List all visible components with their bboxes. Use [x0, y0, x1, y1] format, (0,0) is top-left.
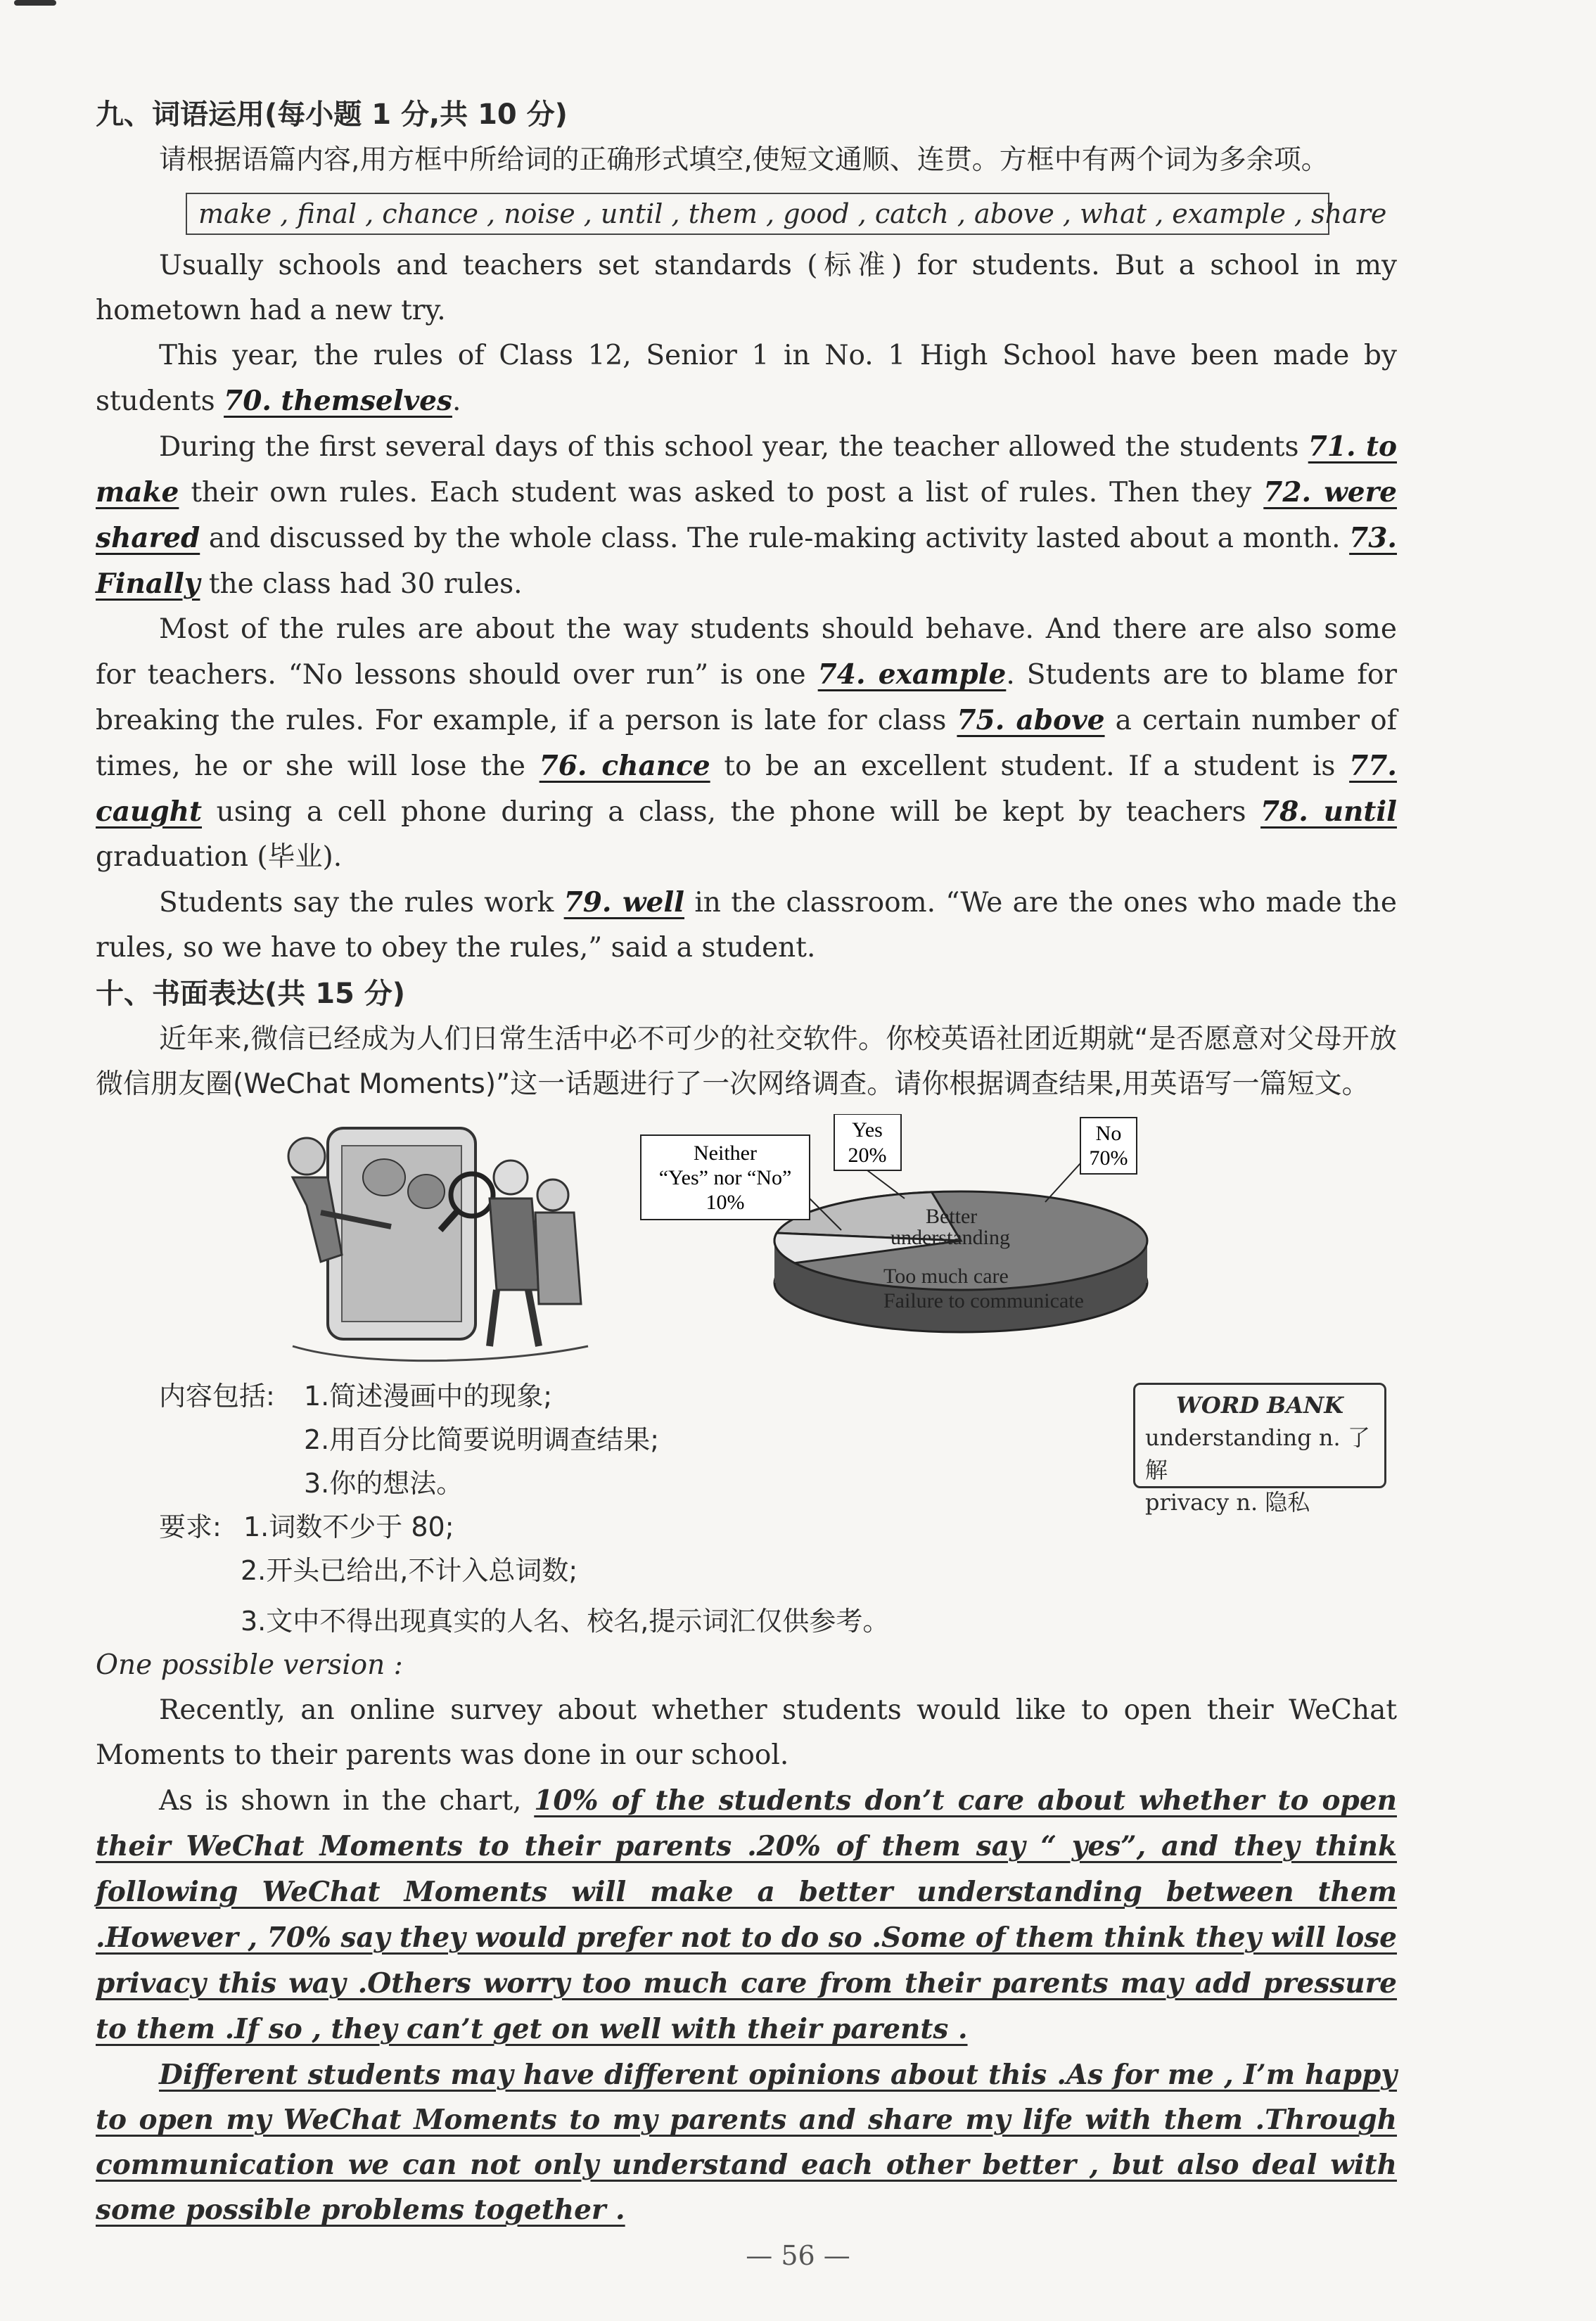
writing-prompt: 近年来,微信已经成为人们日常生活中必不可少的社交软件。你校英语社团近期就“是否愿意对父母开放微信朋友圈(WeChat Moments)”这一话题进行了一次网络调查。请你根据调查结果,用英语写一篇短文。 — [96, 1023, 1397, 1100]
passage-text: and discussed by the whole class. The rule-making activity lasted about a month. — [208, 523, 1341, 554]
answer-74: 74. example — [817, 658, 1007, 691]
passage-paragraph-2: This year, the rules of Class 12, Senior 1 in No. 1 High School have been made by students 70. themselves. — [96, 340, 1397, 417]
figure-row — [96, 1114, 1397, 1374]
pie-label-better: Better — [926, 1205, 978, 1228]
essay-paragraph-3: Different students may have different opinions about this .As for me , I’m happy to open my WeChat Moments to my parents and share my life with them .Through communication we can not only understand each other better , but also deal with some possible problems together . — [96, 2059, 1397, 2226]
pie-label-too-much-care: Too much care — [883, 1265, 1009, 1288]
callout-yes-value: 20% — [848, 1144, 887, 1167]
answer-77: 77. caught — [96, 750, 1397, 828]
passage-text: to be an excellent student. If a student is — [724, 750, 1336, 782]
content-item-1: 1.简述漫画中的现象; — [304, 1381, 553, 1412]
essay-answer-body: 10% of the students don’t care about whether to open their WeChat Moments to their parents .20% of them say “ yes”, and they think following WeChat Moments will make a better understanding between them .However , 70% say they would prefer not to do so .Some of them think they will lose privacy this way .Others worry too much care from their parents may add pressure to them .If so , they can’t get on well with their parents . — [96, 1784, 1397, 2045]
passage-text: This year, the rules of Class 12, Senior 1 in No. 1 High School have been made by students — [96, 340, 1397, 417]
requirement-item-3: 3.文中不得出现真实的人名、校名,提示词汇仅供参考。 — [241, 1606, 890, 1637]
pie-label-failure: Failure to communicate — [883, 1289, 1084, 1312]
answer-78: 78. until — [1260, 795, 1397, 828]
content-item-2: 2.用百分比简要说明调查结果; — [304, 1424, 660, 1455]
answer-70: 70. themselves — [224, 385, 452, 417]
passage-text: using a cell phone during a class, the phone will be kept by teachers — [216, 796, 1246, 828]
word-box: make , final , chance , noise , until , them , good , catch , above , what , example , share — [186, 193, 1329, 235]
callout-neither-value: 10% — [706, 1191, 745, 1214]
content-label: 内容包括: — [159, 1381, 275, 1412]
passage-paragraph-1: Usually schools and teachers set standards (标准) for students. But a school in my hometown had a new try. — [96, 250, 1397, 326]
section-9-heading: 九、词语运用(每小题 1 分,共 10 分) — [96, 98, 568, 131]
essay-paragraph-2 — [96, 1778, 1397, 2052]
answer-76: 76. chance — [539, 750, 710, 782]
answer-73: 73. Finally — [96, 522, 1397, 600]
section-9-instruction: 请根据语篇内容,用方框中所给词的正确形式填空,使短文通顺、连贯。方框中有两个词为多余项。 — [159, 144, 1329, 176]
passage-paragraph-5 — [96, 880, 1397, 971]
cartoon-illustration — [279, 1114, 602, 1367]
page-content — [96, 91, 1397, 2232]
word-bank — [1133, 1383, 1386, 1516]
callout-neither-line1: Neither — [694, 1142, 757, 1165]
word-bank-item-1: understanding n. 了解 — [1145, 1424, 1370, 1483]
requirement-item-1: 1.词数不少于 80; — [243, 1511, 454, 1542]
section-10-heading: 十、书面表达(共 15 分) — [96, 978, 406, 1010]
passage-paragraph-3 — [96, 424, 1397, 607]
essay-lead: As is shown in the chart, — [159, 1785, 522, 1817]
word-bank-item-2: privacy n. 隐私 — [1145, 1489, 1310, 1516]
requirements-area — [96, 1374, 1397, 1599]
survey-pie-chart — [630, 1114, 1165, 1367]
page-number: — 56 — — [746, 2240, 850, 2271]
requirement-item-2: 2.开头已给出,不计入总词数; — [241, 1555, 578, 1586]
requirements-label: 要求: — [159, 1511, 222, 1542]
passage-text: Most of the rules are about the way students should behave. And there are also some for teachers. “No lessons should over run” is one — [96, 613, 1397, 691]
content-item-3: 3.你的想法。 — [304, 1468, 464, 1499]
scan-mark — [14, 0, 56, 6]
passage-text: During the first several days of this school year, the teacher allowed the students — [159, 431, 1299, 463]
passage-text: in the classroom. “We are the ones who made the rules, so we have to obey the rules,” said a student. — [96, 887, 1397, 964]
answer-75: 75. above — [957, 704, 1105, 736]
passage-paragraph-4 — [96, 607, 1397, 880]
word-bank-title: WORD BANK — [1175, 1392, 1344, 1419]
version-label: One possible version : — [96, 1649, 403, 1681]
passage-text: a certain number of times, he or she will lose the — [96, 705, 1397, 782]
answer-71: 71. to make — [96, 430, 1397, 509]
answer-79: 79. well — [563, 886, 684, 919]
callout-yes-label: Yes — [852, 1118, 883, 1142]
answer-72: 72. were shared — [96, 476, 1397, 554]
callout-no-label: No — [1095, 1122, 1122, 1145]
passage-text: graduation (毕业). — [96, 841, 343, 873]
essay-intro: Recently, an online survey about whether students would like to open their WeChat Moments to their parents was done in our school. — [96, 1694, 1397, 1771]
pie-label-understanding: understanding — [890, 1226, 1010, 1249]
callout-neither-line2: “Yes” nor “No” — [658, 1166, 792, 1189]
passage-text: their own rules. Each student was asked to post a list of rules. Then they — [191, 477, 1252, 509]
passage-text: the class had 30 rules. — [208, 568, 523, 600]
callout-no-value: 70% — [1089, 1146, 1128, 1170]
passage-text: . Students are to blame for breaking the rules. For example, if a person is late for class — [96, 659, 1397, 736]
passage-text: Students say the rules work — [159, 887, 554, 919]
